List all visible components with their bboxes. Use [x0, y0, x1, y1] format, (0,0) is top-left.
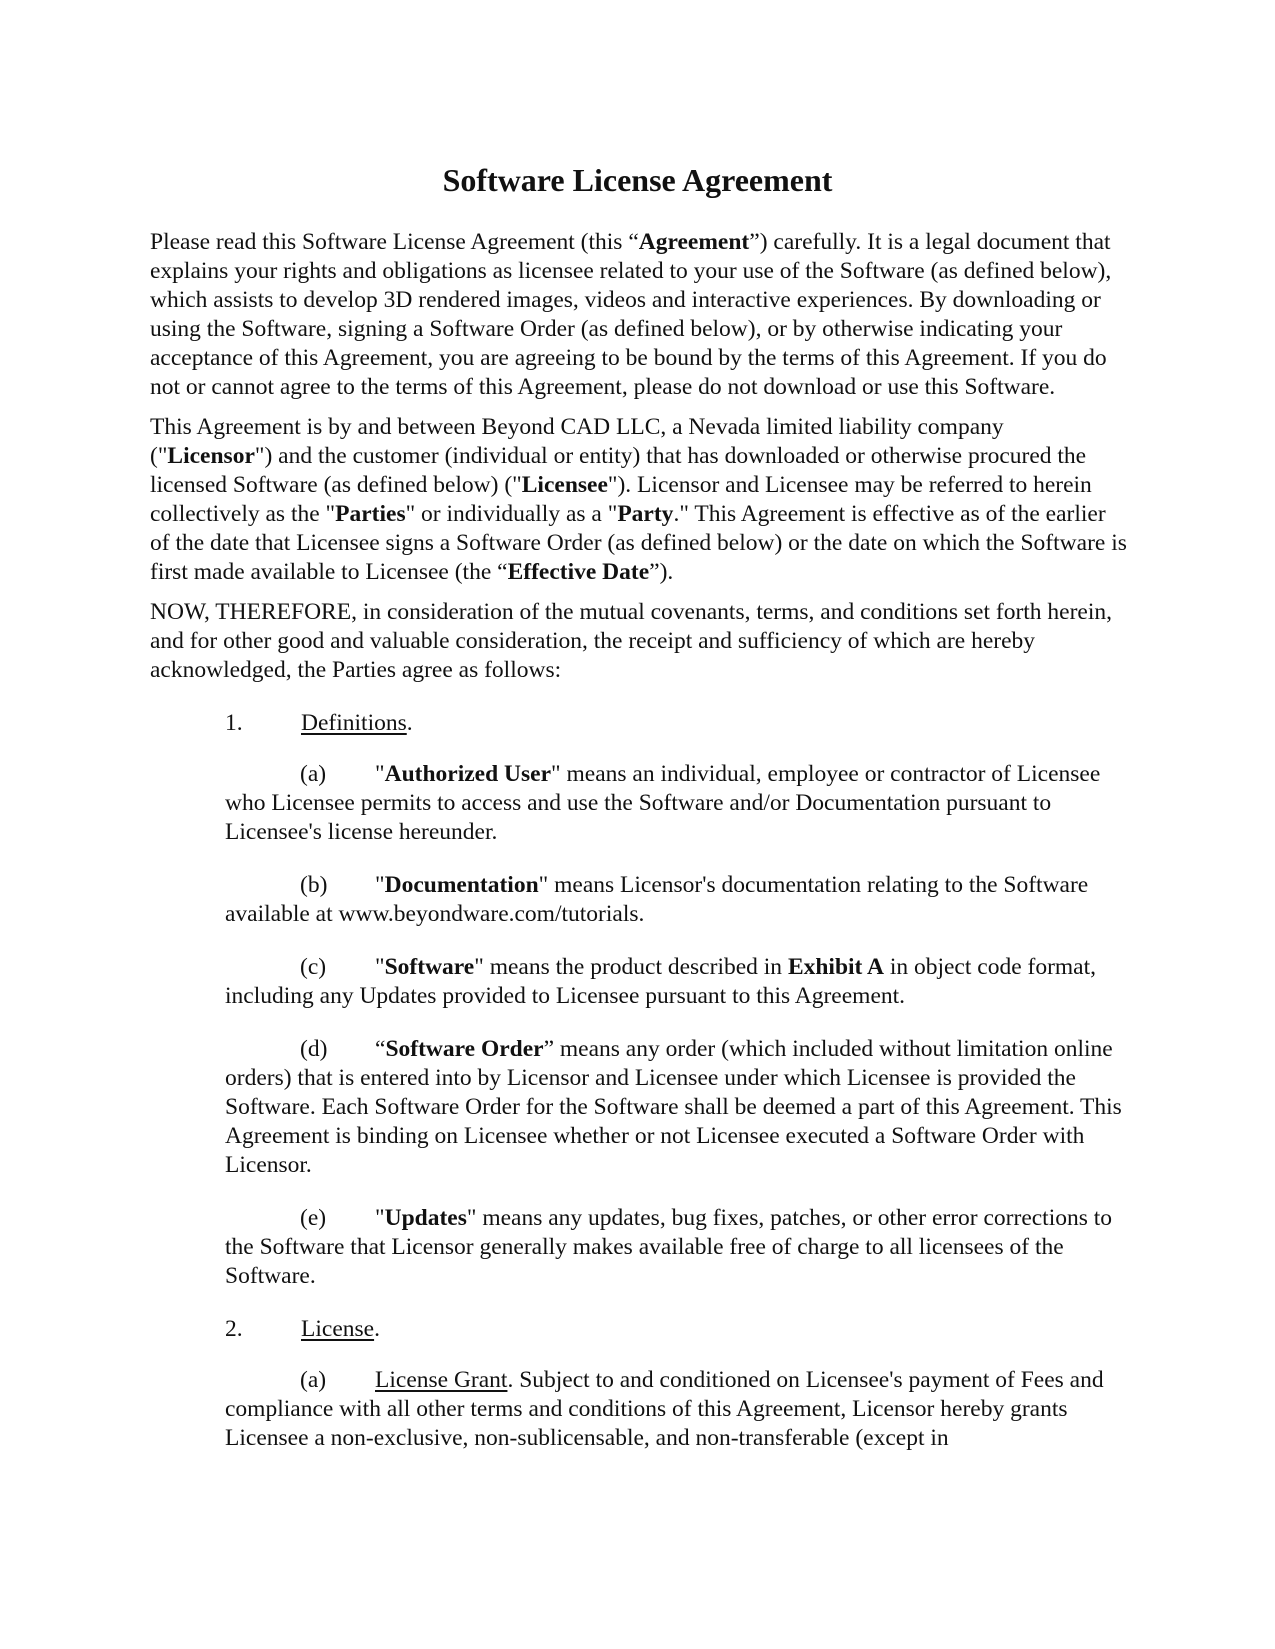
intro-paragraph-2 [150, 413, 1130, 587]
defined-term: Updates [384, 1205, 467, 1231]
defined-term: Licensee [521, 472, 608, 498]
text-run: "). Licensor and Licensee may be referred to herein collectively as the " [150, 472, 1092, 527]
item-label: (c) [300, 954, 327, 980]
text-run: " [375, 1205, 385, 1231]
text-run: ” means any order (which included without limitation online orders) that is entered into by Licensor and Licensee under which Licensee is provided the Software. Each Software Order for the Software shall be deemed a part of this Agreement. This Agreement is binding on Licensee whether or not Licensee executed a Software Order with Licensor. [225, 1036, 1122, 1178]
text-run: " means an individual, employee or contractor of Licensee who Licensee permits to access and use the Software and/or Documentation pursuant to Licensee's license hereunder. [225, 761, 1101, 845]
section-title: Definitions [301, 710, 407, 736]
definition-updates [150, 1204, 1130, 1291]
text-run: in object code format, including any Updates provided to Licensee pursuant to this Agreement. [225, 954, 1097, 1009]
section-number: 2. [225, 1316, 243, 1342]
section-number: 1. [225, 710, 243, 736]
defined-term: Effective Date [507, 559, 650, 585]
text-run: This Agreement is by and between Beyond CAD LLC, a Nevada limited liability company (" [150, 414, 1004, 469]
definition-documentation [150, 871, 1130, 929]
item-label: (a) [300, 1367, 327, 1393]
item-label: (b) [300, 872, 328, 898]
definition-authorized-user [150, 760, 1130, 847]
text-run: " means any updates, bug fixes, patches, or other error corrections to the Software that Licensor generally makes available free of charge to all licensees of the Software. [225, 1205, 1113, 1289]
defined-term: Agreement [638, 229, 750, 255]
defined-term: Software [384, 954, 475, 980]
document-body [150, 228, 1130, 1477]
text-run: . [406, 710, 413, 736]
definition-software [150, 953, 1130, 1011]
item-label: (a) [300, 761, 327, 787]
text-run: ") and the customer (individual or entity) that has downloaded or otherwise procured the licensed Software (as defined below) (" [150, 443, 1087, 498]
defined-term: Parties [335, 501, 406, 527]
text-run: " means the product described in [474, 954, 788, 980]
item-label: (d) [300, 1036, 328, 1062]
text-run: " [375, 761, 385, 787]
intro-paragraph-1 [150, 228, 1130, 402]
definition-software-order [150, 1035, 1130, 1180]
text-run: " means Licensor's documentation relating to the Software available at www.beyondware.com/tutorials. [225, 872, 1089, 927]
text-run: " or individually as a " [405, 501, 618, 527]
document-title: Software License Agreement [442, 162, 833, 198]
defined-term: Party [617, 501, 674, 527]
text-run: " [375, 954, 385, 980]
text-run: . [374, 1316, 380, 1342]
text-run: " [375, 872, 385, 898]
defined-term: Authorized User [384, 761, 552, 787]
text-run: ”) carefully. It is a legal document that explains your rights and obligations as licensee related to your use of the Software (as defined below), which assists to develop 3D rendered images, videos and interactive experiences. By downloading or using the Software, signing a Software Order (as defined below), or by otherwise indicating your acceptance of this Agreement, you are agreeing to be bound by the terms of this Agreement. If you do not or cannot agree to the terms of this Agreement, please do not download or use this Software. [150, 229, 1112, 400]
text-run: ." This Agreement is effective as of the earlier of the date that Licensee signs a Software Order (as defined below) or the date on which the Software is first made available to Licensee (the “ [150, 501, 1127, 585]
text-run: . Subject to and conditioned on Licensee's payment of Fees and compliance with all other terms and conditions of this Agreement, Licensor hereby grants Licensee a non-exclusive, non-sublicensable, and non-transferable (except in [225, 1367, 1104, 1451]
item-label: (e) [300, 1205, 327, 1231]
section-heading-license [150, 1315, 1130, 1344]
intro-paragraph-3: NOW, THEREFORE, in consideration of the mutual covenants, terms, and conditions set forth herein, and for other good and valuable consideration, the receipt and sufficiency of which are hereby acknowledged, the Parties agree as follows: [150, 599, 1113, 683]
defined-term: Documentation [384, 872, 539, 898]
text-run: ”). [649, 559, 674, 585]
section-heading-definitions [150, 709, 1130, 738]
exhibit-reference: Exhibit A [787, 954, 884, 980]
defined-term: Software Order [385, 1036, 544, 1062]
text-run: “ [375, 1036, 386, 1062]
text-run: Please read this Software License Agreement (this “ [150, 229, 639, 255]
section-title: License [301, 1316, 375, 1342]
license-grant-clause [150, 1366, 1130, 1453]
defined-term: Licensor [167, 443, 255, 469]
subsection-title: License Grant [375, 1367, 508, 1393]
